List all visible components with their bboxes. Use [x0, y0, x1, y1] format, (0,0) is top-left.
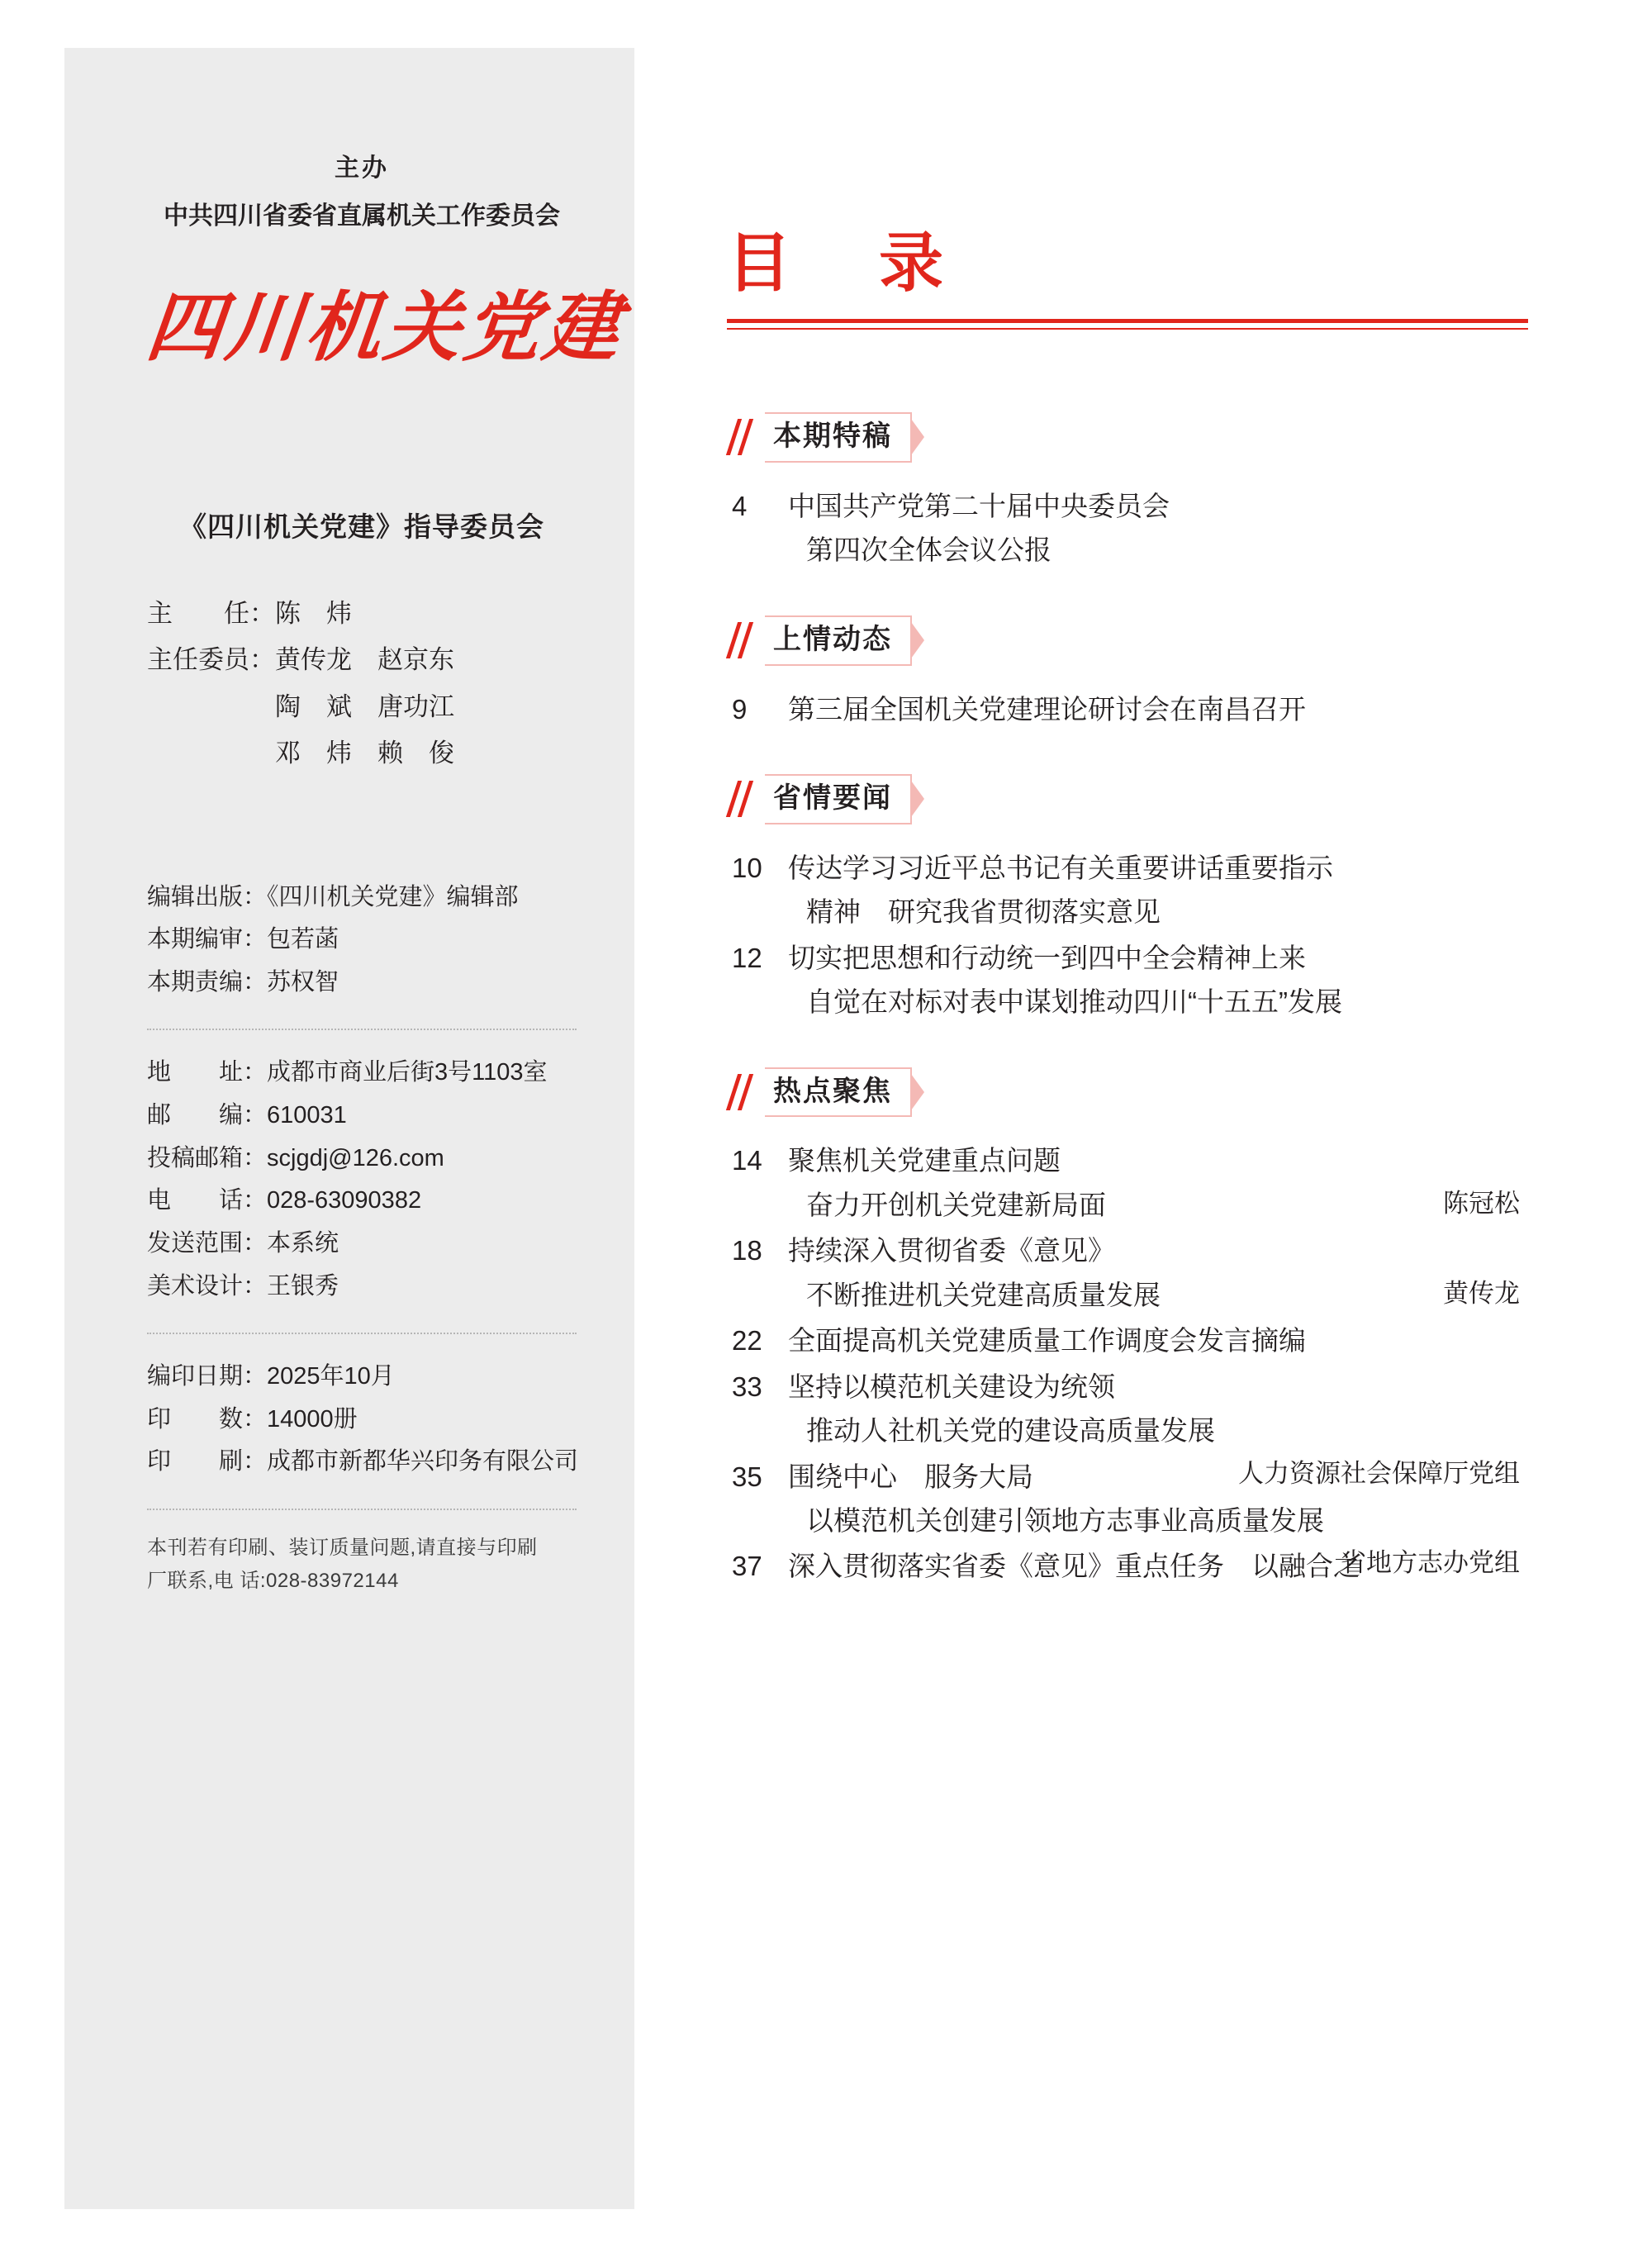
toc-entry-page-number: 22	[732, 1325, 762, 1357]
toc-entry[interactable]	[727, 936, 1520, 1024]
toc-entry-line	[788, 484, 1520, 528]
print-info-row: 印 刷：成都市新都华兴印务有限公司	[147, 1448, 579, 1475]
toc-entry-page-number: 37	[732, 1551, 762, 1582]
magazine-logo-text: 四川机关党建	[142, 283, 628, 372]
double-slash-icon	[727, 419, 762, 455]
toc-section-label: 省情要闻	[773, 782, 892, 814]
toc-section-label: 上情动态	[773, 623, 892, 655]
double-slash-icon	[727, 622, 762, 658]
toc-entry-line	[788, 890, 1520, 934]
committee-title: 《四川机关党建》指导委员会	[179, 511, 544, 542]
toc-entry-title: 自觉在对标对表中谋划推动四川“十五五”发展	[806, 986, 1342, 1018]
magazine-logo	[142, 283, 628, 372]
toc-entry-title: 第四次全体会议公报	[806, 535, 1051, 566]
contact-row: 电 话：028-63090382	[147, 1187, 422, 1214]
footnote-row: 本刊若有印刷、装订质量问题,请直接与印刷	[147, 1536, 538, 1559]
toc-entry-lines	[788, 936, 1520, 1024]
divider	[147, 1509, 577, 1510]
toc-section-box	[765, 774, 912, 824]
contact-row: 投稿邮箱：scjgdj@126.com	[147, 1144, 444, 1171]
contact-info	[147, 1052, 577, 1308]
toc-section-header	[727, 1067, 1520, 1118]
divider	[147, 1333, 577, 1334]
toc-entry-line	[788, 846, 1520, 890]
toc-entry-line	[788, 1365, 1520, 1409]
double-slash-icon	[727, 1074, 762, 1110]
toc-entry-lines	[788, 1544, 1520, 1588]
print-info	[147, 1356, 577, 1484]
toc-entry[interactable]	[727, 1228, 1520, 1317]
toc-entry-title: 中国共产党第二十届中央委员会	[788, 490, 1170, 521]
table-of-contents	[727, 226, 1520, 1590]
toc-section-header	[727, 774, 1520, 824]
toc-entry[interactable]	[727, 1319, 1520, 1362]
committee-row: 邓 炜 赖 俊	[147, 739, 454, 768]
toc-entry-page-number: 18	[732, 1235, 762, 1266]
toc-entry-line	[788, 1544, 1520, 1588]
toc-entry[interactable]	[727, 846, 1520, 934]
toc-entry-title: 推动人社机关党的建设高质量发展	[806, 1415, 1215, 1447]
toc-entry-lines	[788, 687, 1520, 731]
toc-entry-line	[788, 1455, 1520, 1499]
toc-entry-page-number: 10	[732, 852, 762, 883]
toc-section-box	[765, 1067, 912, 1118]
contact-row: 美术设计：王银秀	[147, 1272, 339, 1300]
toc-entry-line	[788, 1409, 1520, 1452]
toc-entry-title: 坚持以模范机关建设为统领	[788, 1371, 1115, 1402]
toc-entry-author: 人力资源社会保障厅党组	[1238, 1458, 1520, 1488]
toc-entry-page-number: 14	[732, 1145, 762, 1176]
toc-rule-thick	[727, 319, 1528, 323]
toc-entry-line	[788, 1499, 1520, 1542]
sponsor-label: 主办	[335, 154, 389, 182]
committee-row: 陶 斌 唐功江	[147, 691, 454, 721]
toc-entry-title: 切实把思想和行动统一到四中全会精神上来	[788, 942, 1306, 973]
toc-entry-line	[788, 1319, 1520, 1362]
toc-entry-author: 陈冠松	[1443, 1188, 1520, 1218]
left-info-panel	[64, 48, 634, 2209]
toc-entry-page-number: 33	[732, 1371, 762, 1402]
toc-entry-title: 持续深入贯彻省委《意见》	[788, 1235, 1115, 1266]
toc-entry-page-number: 9	[732, 693, 748, 725]
toc-entry-author: 黄传龙	[1443, 1278, 1520, 1308]
editorial-row: 本期责编：苏权智	[147, 968, 339, 995]
toc-entry-title: 第三届全国机关党建理论研讨会在南昌召开	[788, 693, 1306, 725]
toc-entry[interactable]	[727, 1138, 1520, 1227]
toc-entry-title: 围绕中心 服务大局	[788, 1461, 1033, 1492]
toc-entry-author: 省地方志办党组	[1341, 1548, 1520, 1578]
toc-entry-page-number: 4	[732, 490, 748, 521]
toc-section-label: 本期特稿	[773, 421, 892, 452]
editorial-row: 本期编审：包若菡	[147, 926, 339, 953]
toc-entry-page-number: 35	[732, 1461, 762, 1492]
toc-section-label: 热点聚焦	[773, 1075, 892, 1107]
toc-entry[interactable]	[727, 687, 1520, 731]
toc-section-arrow-icon	[911, 781, 924, 817]
toc-entry-line	[788, 1228, 1520, 1272]
toc-entry-title: 传达学习习近平总书记有关重要讲话重要指示	[788, 852, 1333, 883]
toc-entry-line	[788, 687, 1520, 731]
divider	[147, 1029, 577, 1030]
toc-entry-line	[788, 528, 1520, 572]
toc-entry-line	[788, 1273, 1520, 1317]
contact-row: 邮 编：610031	[147, 1102, 347, 1129]
toc-entry-title: 精神 研究我省贯彻落实意见	[806, 896, 1161, 928]
committee-row: 主 任：陈 炜	[147, 599, 352, 628]
footnote	[147, 1532, 577, 1597]
toc-title: 目 录	[727, 226, 956, 301]
toc-entry-title: 不断推进机关党建高质量发展	[806, 1279, 1161, 1310]
committee-row: 主任委员：黄传龙 赵京东	[147, 645, 454, 675]
toc-section-box	[765, 615, 912, 666]
double-slash-icon	[727, 781, 762, 817]
toc-section-arrow-icon	[911, 622, 924, 658]
toc-entry-lines	[788, 1138, 1520, 1227]
toc-entry-title: 以模范机关创建引领地方志事业高质量发展	[806, 1504, 1324, 1536]
toc-entry-lines	[788, 484, 1520, 573]
committee-list	[147, 591, 577, 777]
toc-entry-line	[788, 936, 1520, 980]
print-info-row: 编印日期：2025年10月	[147, 1363, 395, 1390]
toc-section-arrow-icon	[911, 419, 924, 455]
toc-entry-title: 聚焦机关党建重点问题	[788, 1145, 1061, 1176]
toc-section-box	[765, 412, 912, 463]
toc-entry-line	[788, 1183, 1520, 1227]
toc-entry-line	[788, 980, 1520, 1024]
editorial-info	[147, 877, 577, 1005]
toc-entry-title: 奋力开创机关党建新局面	[806, 1189, 1106, 1220]
sponsor-name: 中共四川省委省直属机关工作委员会	[164, 202, 560, 230]
editorial-row: 编辑出版：《四川机关党建》编辑部	[147, 883, 519, 910]
footnote-row: 厂联系,电 话:028-83972144	[147, 1569, 399, 1592]
toc-entry-title: 全面提高机关党建质量工作调度会发言摘编	[788, 1325, 1306, 1357]
toc-entry-lines	[788, 846, 1520, 934]
toc-entry[interactable]	[727, 1544, 1520, 1588]
toc-entry-page-number: 12	[732, 942, 762, 973]
toc-section-header	[727, 615, 1520, 666]
toc-entry-lines	[788, 1319, 1520, 1362]
contact-row: 发送范围：本系统	[147, 1229, 339, 1257]
toc-rule-thin	[727, 328, 1528, 330]
toc-section-arrow-icon	[911, 1074, 924, 1110]
print-info-row: 印 数：14000册	[147, 1405, 358, 1433]
contact-row: 地 址：成都市商业后街3号1103室	[147, 1059, 548, 1086]
toc-entry-lines	[788, 1228, 1520, 1317]
toc-entry[interactable]	[727, 484, 1520, 573]
toc-body	[727, 412, 1520, 1589]
toc-entry-line	[788, 1138, 1520, 1182]
toc-section-header	[727, 412, 1520, 463]
toc-entry-title: 深入贯彻落实省委《意见》重点任务 以融合之	[788, 1551, 1360, 1582]
